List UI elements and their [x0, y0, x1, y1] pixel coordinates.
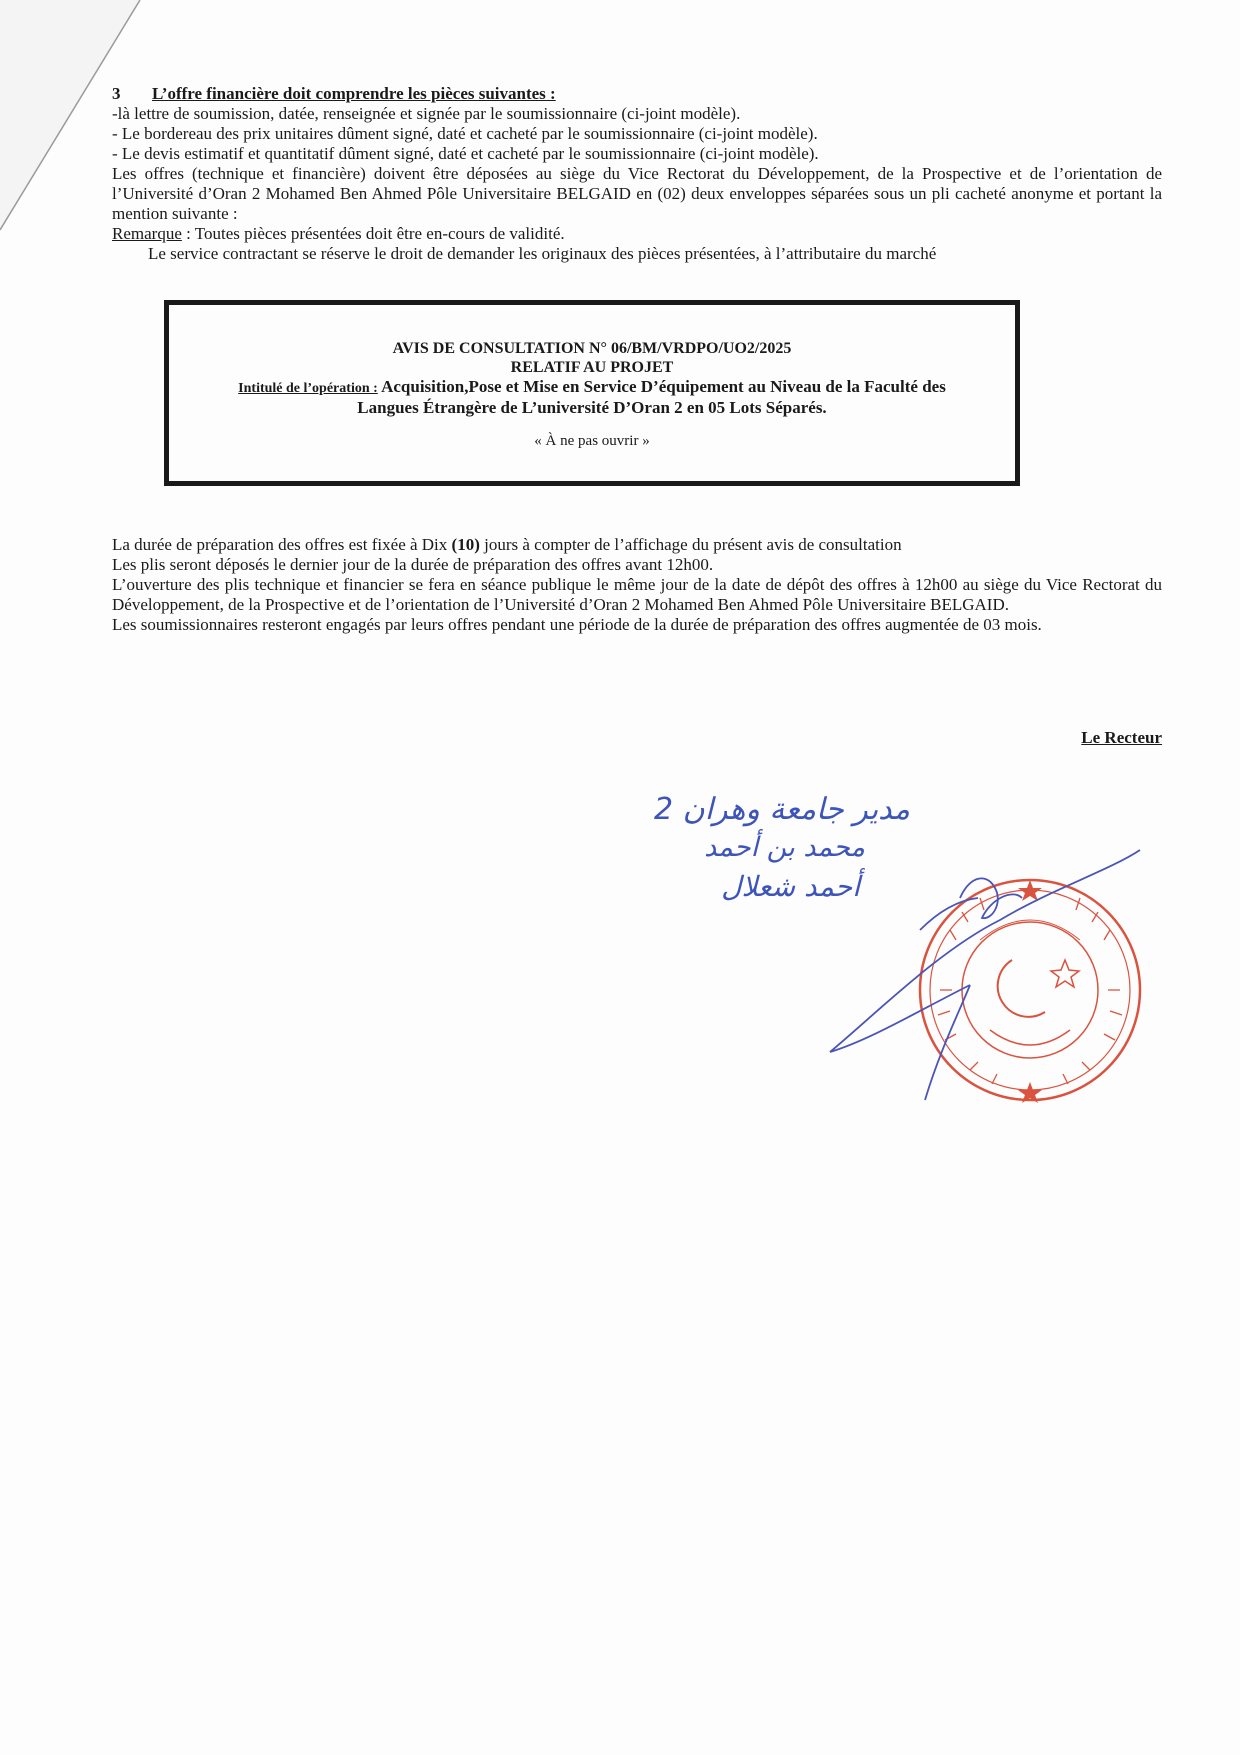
official-stamp-icon [640, 780, 1160, 1120]
duration-days: (10) [451, 535, 480, 554]
section-heading [112, 84, 1162, 104]
remark [112, 224, 1162, 244]
operation-text-continued: Langues Étrangère de L’université D’Oran 2 en 05 Lots Séparés. [357, 398, 827, 417]
financial-offer-section [112, 84, 1162, 264]
signatory-title: Le Recteur [1081, 728, 1162, 747]
requirement-line-1: -là lettre de soumission, datée, renseignée et signée par le soumissionnaire (ci-joint modèle). [112, 104, 741, 123]
remark-label: Remarque [112, 224, 182, 243]
envelope-label-box [164, 300, 1020, 486]
operation-label: Intitulé de l’opération : [238, 381, 378, 396]
section-number: 3 [112, 84, 121, 103]
operation-line [169, 377, 1015, 398]
requirement-line-3: - Le devis estimatif et quantitatif dûment signé, daté et cacheté par le soumissionnaire (ci-joint modèle). [112, 144, 819, 163]
arabic-signature-line-3: أحمد شعلال [721, 870, 860, 903]
requirement-line-2: - Le bordereau des prix unitaires dûment signé, daté et cacheté par le soumissionnaire (ci-joint modèle). [112, 124, 818, 143]
duration-text-end: jours à compter de l’affichage du présent avis de consultation [479, 535, 902, 554]
signature-and-stamp [640, 780, 1160, 1120]
duration-text-start: La durée de préparation des offres est fixée à Dix [112, 535, 452, 554]
arabic-signature-line-1: مدير جامعة وهران 2 [654, 792, 910, 827]
conditions-section [112, 535, 1162, 635]
opening-session: L’ouverture des plis technique et financier se fera en séance publique le même jour de la date de dépôt des offres à 12h00 au siège du Vice Rectorat du Développement, de la Prospective et de l’orientation de l’Université d’Oran 2 Mohamed Ben Ahmed Pôle Universitaire BELGAID. [112, 575, 1162, 614]
arabic-signature-line-2: محمد بن أحمد [704, 832, 865, 863]
remark-text: : Toutes pièces présentées doit être en-cours de validité. [181, 224, 565, 243]
deposit-instructions: Les offres (technique et financière) doivent être déposées au siège du Vice Rectorat du Développement, de la Prospective et de l’orientation de l’Université d’Oran 2 Mohamed Ben Ahmed Pôle Universitaire BELGAID en (02) deux enveloppes séparées sous un pli cacheté anonyme et portant la mention suivante : [112, 164, 1162, 223]
do-not-open-notice: « À ne pas ouvrir » [534, 433, 650, 449]
operation-text: Acquisition,Pose et Mise en Service D’équipement au Niveau de la Faculté des [377, 377, 946, 396]
consultation-title: AVIS DE CONSULTATION N° 06/BM/VRDPO/UO2/2025 [392, 340, 792, 357]
deposit-deadline: Les plis seront déposés le dernier jour de la durée de préparation des offres avant 12h00. [112, 555, 714, 574]
section-title: L’offre financière doit comprendre les pièces suivantes : [152, 84, 556, 103]
reserve-clause: Le service contractant se réserve le droit de demander les originaux des pièces présentées, à l’attributaire du marché [148, 244, 937, 263]
commitment-period: Les soumissionnaires resteront engagés par leurs offres pendant une période de la durée de préparation des offres augmentée de 03 mois. [112, 615, 1042, 634]
consultation-subtitle: RELATIF AU PROJET [510, 359, 674, 376]
preparation-duration [112, 535, 1162, 555]
